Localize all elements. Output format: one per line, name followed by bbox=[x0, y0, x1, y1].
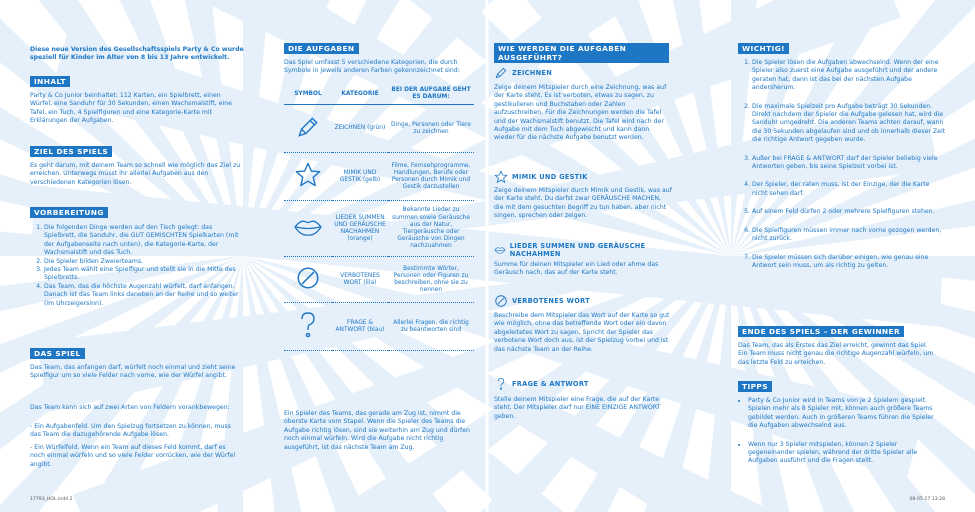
category-name: ZEICHNEN (grün) bbox=[332, 105, 388, 153]
table-header: BEI DER AUFGABE GEHT ES DARUM: bbox=[388, 84, 474, 105]
ende-section bbox=[738, 326, 904, 337]
list-item: 2. Die maximale Spielzeit pro Aufgabe beträgt 30 Sekunden. Direkt nachdem der Spieler die Aufgabe gelesen hat, wird die Sanduhr umgedreht. Die anderen Teams achten darauf, wann die 30 Sekunden abgelaufen sind und ob innerhalb dieser Zeit die richtige Antwort gegeben wurde. bbox=[752, 103, 946, 145]
spiel-heading: DAS SPIEL bbox=[30, 348, 85, 359]
pencil-icon bbox=[284, 105, 332, 153]
list-item: 1. Die folgenden Dinge werden auf den Tisch gelegt: das Spielbrett, die Sanduhr, die GUT GEMISCHTEN Spielkarten (mit der Aufgabenseite nach unten), die Kategorie-Karte, der Wachsmalstift und das Tuch. bbox=[44, 224, 246, 258]
verboten-heading bbox=[494, 294, 590, 308]
intro-text: Diese neue Version des Gesellschaftsspiels Party & Co wurde speziell für Kinder im Alter von 8 bis 13 Jahre entwickelt. bbox=[30, 46, 244, 62]
table-header: SYMBOL bbox=[284, 84, 332, 105]
tipps-heading: TIPPS bbox=[738, 381, 772, 392]
category-desc: Filme, Fernsehprogramme, Handlungen, Berufe oder Personen durch Mimik und Gestik darzustellen bbox=[388, 153, 474, 201]
mimik-text: Zeige deinem Mitspieler durch Mimik und Gestik, was auf der Karte steht. Du darfst zwar GERÄUSCHE MACHEN, die mit dem gesuchten Begriff zu tun haben, aber nicht singen, sprechen oder zeigen. bbox=[494, 187, 672, 220]
section-title: VERBOTENES WORT bbox=[512, 296, 591, 305]
aufgaben-section bbox=[284, 43, 359, 54]
aufgaben-text: Das Spiel umfasst 5 verschiedene Kategorien, die durch Symbole in jeweils anderen Farben gekennzeichnet sind: bbox=[284, 59, 460, 75]
zeichnen-heading bbox=[494, 66, 552, 80]
tipps-list bbox=[738, 397, 944, 466]
list-item: • Party & Co Junior wird in Teams von je 2 Spielern gespielt. Spielen mehr als 8 Spieler mit, können auch größere Teams gebildet werden. Auch in größeren Teams führen die Spieler die Aufgaben abwechselnd aus. bbox=[748, 397, 944, 431]
ausfuehrung-section bbox=[494, 43, 669, 63]
zeichnen-text: Zeige deinem Mitspieler durch eine Zeichnung, was auf der Karte steht. Es ist verboten, etwas zu sagen, zu gestikulieren und Buchstaben oder Zahlen aufzuschreiben. Für die Zeichnungen werden die Tafel und der Wachsmalstift benutzt. Die Tafel wird nach der Aufgabe mit dem Tuch abgewischt und kann dann wieder für die nächste Aufgabe benutzt werden. bbox=[494, 84, 667, 142]
section-title: MIMIK UND GESTIK bbox=[512, 172, 588, 181]
section-title: ZEICHNEN bbox=[512, 68, 553, 77]
question-icon bbox=[494, 377, 508, 391]
section-title: LIEDER SUMMEN UND GERÄUSCHE NACHAHMEN bbox=[509, 241, 646, 258]
category-desc: Dinge, Personen oder Tiere zu zeichnen bbox=[388, 105, 474, 153]
ende-heading: ENDE DES SPIELS – DER GEWINNER bbox=[738, 326, 904, 337]
footer-left: 17793_HOL.indd 2 bbox=[30, 497, 73, 502]
question-icon bbox=[284, 303, 332, 351]
category-name: MIMIK UND GESTIK (gelb) bbox=[332, 153, 388, 201]
spiel-section bbox=[30, 348, 85, 359]
table-row bbox=[284, 303, 474, 351]
category-table bbox=[284, 84, 474, 351]
vorbereitung-heading: VORBEREITUNG bbox=[30, 207, 108, 218]
lieder-heading bbox=[494, 243, 669, 257]
star-icon bbox=[494, 170, 508, 184]
ziel-heading: ZIEL DES SPIELS bbox=[30, 146, 112, 157]
spiel-bullet-1: - Ein Aufgabenfeld. Um den Spielzug fortsetzen zu können, muss das Team die dazugehörende Aufgabe lösen. bbox=[30, 423, 231, 439]
list-item: • Wenn nur 3 Spieler mitspielen, können 2 Spieler gegeneinander spielen, während der dritte Spieler alle Aufgaben ausführt und die Fragen stellt. bbox=[748, 441, 944, 466]
ausfuehrung-heading: WIE WERDEN DIE AUFGABEN AUSGEFÜHRT? bbox=[494, 43, 669, 63]
spiel-text-2: Das Team kann sich auf zwei Arten von Feldern vorankbewegen: bbox=[30, 404, 230, 411]
table-header-row bbox=[284, 84, 474, 105]
ziel-text: Es geht darum, mit deinem Team so schnell wie möglich das Ziel zu erreichen. Unterwegs müsst ihr allerlei Aufgaben aus den verschiedenen Kategorien lösen. bbox=[30, 162, 241, 186]
lieder-text: Summe für deinen Mitspieler ein Lied oder ahme das Geräusch nach, das auf der Karte steht. bbox=[494, 261, 659, 277]
table-row bbox=[284, 201, 474, 257]
wichtig-heading: WICHTIG! bbox=[738, 43, 789, 54]
wichtig-section bbox=[738, 43, 789, 54]
aufgaben-heading: DIE AUFGABEN bbox=[284, 43, 359, 54]
category-desc: Bekannte Lieder zu summen sowie Geräusche aus der Natur, Tiergeräusche oder Geräusche von Dingen nachzuahmen bbox=[388, 201, 474, 257]
forbidden-icon bbox=[494, 294, 508, 308]
section-title: FRAGE & ANTWORT bbox=[512, 379, 589, 388]
spiel-bullet-2: - Ein Würfelfeld. Wenn ein Team auf dieses Feld kommt, darf es noch einmal würfeln und so viele Felder vorrücken, wie der Würfel angibt. bbox=[30, 444, 236, 468]
list-item: 1. Die Spieler lösen die Aufgaben abwechselnd. Wenn der eine Spieler also zuerst eine Aufgabe ausgeführt und der andere geraten hat, dann ist das bei der nächsten Aufgabe andersherum. bbox=[752, 59, 946, 93]
ziel-section bbox=[30, 146, 112, 157]
footer-right: 08-05-17 13:28 bbox=[909, 497, 945, 502]
inhalt-text: Party & Co Junior beinhaltet: 112 Karten, ein Spielbrett, einen Würfel, eine Sanduhr für 30 Sekunden, einen Wachsmalstift, eine Tafel, ein Tuch, 4 Spielfiguren und eine Kategorie-Karte mit Erklärungen der Aufgaben. bbox=[30, 92, 232, 125]
vorbereitung-list bbox=[30, 224, 246, 308]
list-item: 4. Das Team, das die höchste Augenzahl würfelt, darf anfangen. Danach ist das Team links daneben an der Reihe und so weiter (im Uhrzeigersinn). bbox=[44, 283, 246, 308]
list-item: 4. Der Spieler, der raten muss, ist der Einzige, der die Karte nicht sehen darf. bbox=[752, 181, 946, 198]
frage-heading bbox=[494, 377, 589, 391]
star-icon bbox=[284, 153, 332, 201]
list-item: 3. Außer bei FRAGE & ANTWORT darf der Spieler beliebig viele Antworten geben, bis seine Spielzeit vorbei ist. bbox=[752, 155, 946, 172]
vorbereitung-section bbox=[30, 207, 108, 218]
list-item: 7. Die Spieler müssen sich darüber einigen, wie genau eine Antwort sein muss, um als richtig zu gelten. bbox=[752, 254, 946, 271]
aufgaben-bottom-text: Ein Spieler des Teams, das gerade am Zug ist, nimmt die oberste Karte vom Stapel. Wenn die Spieler des Teams die Aufgabe richtig lösen, sind sie weiterhin am Zug und dürfen noch einmal würfeln. Wird die Aufgabe nicht richtig ausgeführt, ist das nächste Team am Zug. bbox=[284, 410, 470, 451]
forbidden-icon bbox=[284, 257, 332, 303]
category-desc: Allerlei Fragen, die richtig zu beantworten sind bbox=[388, 303, 474, 351]
table-header: KATEGORIE bbox=[332, 84, 388, 105]
inhalt-section bbox=[30, 76, 70, 87]
mimik-heading bbox=[494, 170, 588, 184]
list-item: 5. Auf einem Feld dürfen 2 oder mehrere Spielfiguren stehen. bbox=[752, 208, 946, 216]
list-item: 2. Die Spieler bilden Zweierteams. bbox=[44, 258, 246, 266]
table-row bbox=[284, 257, 474, 303]
verboten-text: Beschreibe dem Mitspieler das Wort auf der Karte so gut wie möglich, ohne das betreffende Wort oder ein davon abgeleitetes Wort zu sagen. Spricht der Spieler das verbotene Wort doch aus, ist der Spielzug vorbei und ist das nächste Team an der Reihe. bbox=[494, 312, 670, 353]
list-item: 6. Die Spielfiguren müssen immer nach vorne gezogen werden, nicht zurück. bbox=[752, 227, 946, 244]
pencil-icon bbox=[494, 66, 508, 80]
wichtig-list bbox=[738, 59, 946, 270]
table-row bbox=[284, 105, 474, 153]
tipps-section bbox=[738, 381, 772, 392]
category-name: FRAGE & ANTWORT (blau) bbox=[332, 303, 388, 351]
lips-icon bbox=[494, 243, 506, 257]
list-item: 3. Jedes Team wählt eine Spielfigur und stellt sie in die Mitte des Spielbretts. bbox=[44, 266, 246, 283]
inhalt-heading: INHALT bbox=[30, 76, 70, 87]
frage-text: Stelle deinem Mitspieler eine Frage, die auf der Karte steht. Der Mitspieler darf nur EINE EINZIGE ANTWORT geben. bbox=[494, 396, 661, 420]
table-row bbox=[284, 153, 474, 201]
spiel-text-1: Das Team, das anfangen darf, würfelt noch einmal und zieht seine Spielfigur um so viele Felder nach vorne, wie der Würfel angibt. bbox=[30, 364, 236, 380]
lips-icon bbox=[284, 201, 332, 257]
ende-text: Das Team, das als Erstes das Ziel erreicht, gewinnt das Spiel. Ein Team muss nicht genau die richtige Augenzahl würfeln, um das letzte Feld zu erreichen. bbox=[738, 342, 934, 366]
category-desc: Bestimmte Wörter, Personen oder Figuren zu beschreiben, ohne sie zu nennen bbox=[388, 257, 474, 303]
category-name: LIEDER SUMMEN UND GERÄUSCHE NACHAHMEN (orange) bbox=[332, 201, 388, 257]
category-name: VERBOTENES WORT (lila) bbox=[332, 257, 388, 303]
